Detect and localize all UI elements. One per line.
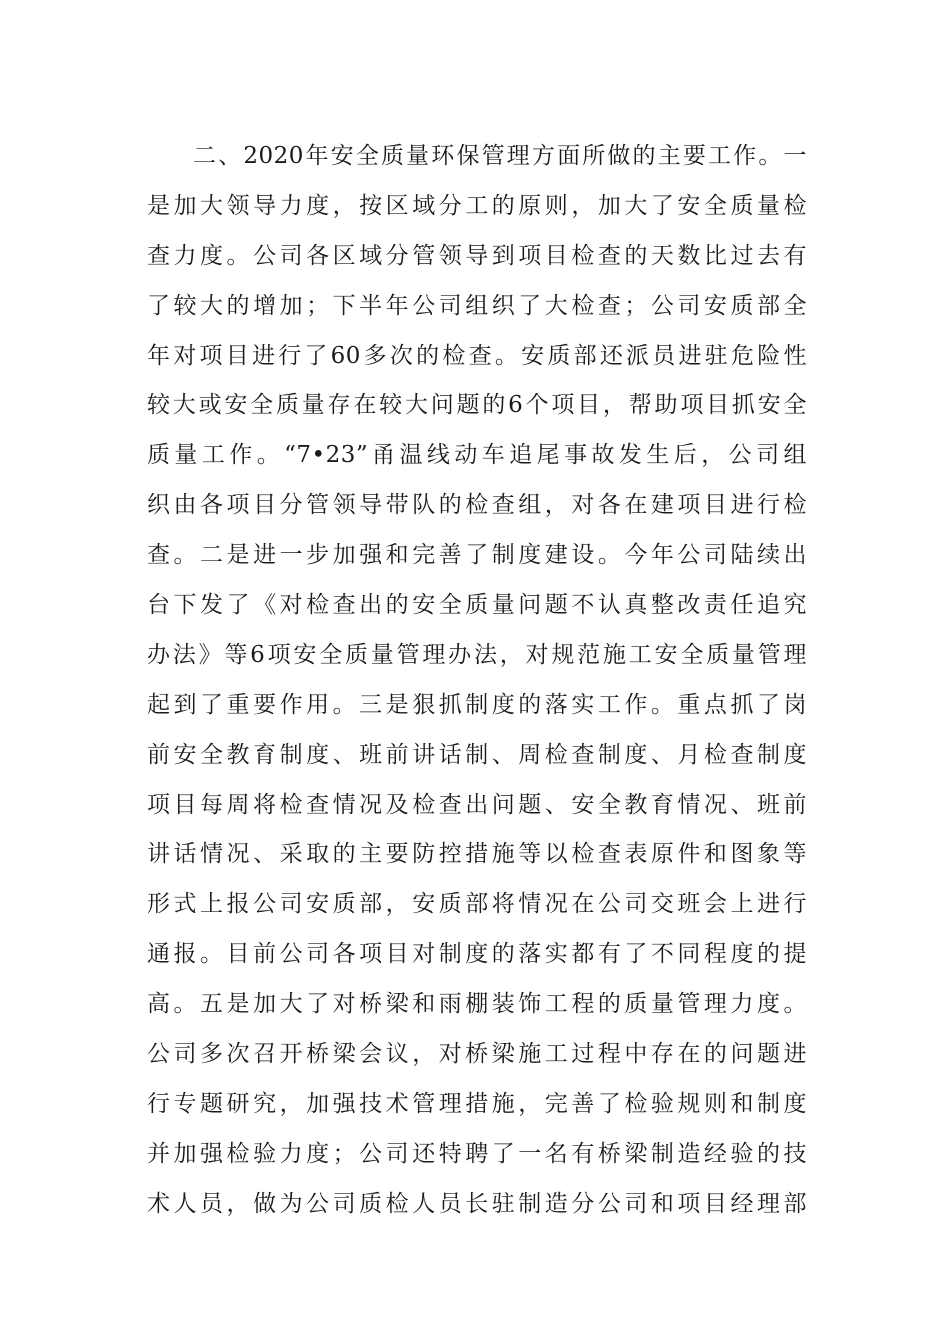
paragraph-line: 项目每周将检查情况及检查出问题、安全教育情况、班前 <box>147 791 807 818</box>
paragraph-line: 通报。目前公司各项目对制度的落实都有了不同程度的提 <box>147 941 807 968</box>
paragraph-line: 质量工作。“7•23”甬温线动车追尾事故发生后，公司组 <box>147 442 807 469</box>
body-paragraph <box>147 132 807 1230</box>
paragraph-line: 查。二是进一步加强和完善了制度建设。今年公司陆续出 <box>147 542 807 569</box>
paragraph-line: 讲话情况、采取的主要防控措施等以检查表原件和图象等 <box>147 841 807 868</box>
paragraph-line: 织由各项目分管领导带队的检查组，对各在建项目进行检 <box>147 492 807 519</box>
paragraph-line: 形式上报公司安质部，安质部将情况在公司交班会上进行 <box>147 891 807 918</box>
paragraph-line: 二、2020年安全质量环保管理方面所做的主要工作。一 <box>193 143 807 169</box>
paragraph-line: 并加强检验力度；公司还特聘了一名有桥梁制造经验的技 <box>147 1140 807 1167</box>
paragraph-line: 较大或安全质量存在较大问题的6个项目，帮助项目抓安全 <box>147 392 807 419</box>
paragraph-line: 高。五是加大了对桥梁和雨棚装饰工程的质量管理力度。 <box>147 991 807 1018</box>
paragraph-line: 起到了重要作用。三是狠抓制度的落实工作。重点抓了岗 <box>147 691 807 718</box>
paragraph-line: 是加大领导力度，按区域分工的原则，加大了安全质量检 <box>147 192 807 219</box>
paragraph-line: 年对项目进行了60多次的检查。安质部还派员进驻危险性 <box>147 342 807 369</box>
paragraph-line: 办法》等6项安全质量管理办法，对规范施工安全质量管理 <box>147 641 807 668</box>
paragraph-line: 术人员，做为公司质检人员长驻制造分公司和项目经理部 <box>147 1190 807 1217</box>
paragraph-line: 前安全教育制度、班前讲话制、周检查制度、月检查制度 <box>147 741 807 768</box>
paragraph-line: 查力度。公司各区域分管领导到项目检查的天数比过去有 <box>147 242 807 269</box>
paragraph-line: 了较大的增加；下半年公司组织了大检查；公司安质部全 <box>147 292 807 319</box>
paragraph-line: 公司多次召开桥梁会议，对桥梁施工过程中存在的问题进 <box>147 1041 807 1068</box>
paragraph-line: 台下发了《对检查出的安全质量问题不认真整改责任追究 <box>147 592 807 619</box>
paragraph-line: 行专题研究，加强技术管理措施，完善了检验规则和制度 <box>147 1090 807 1117</box>
